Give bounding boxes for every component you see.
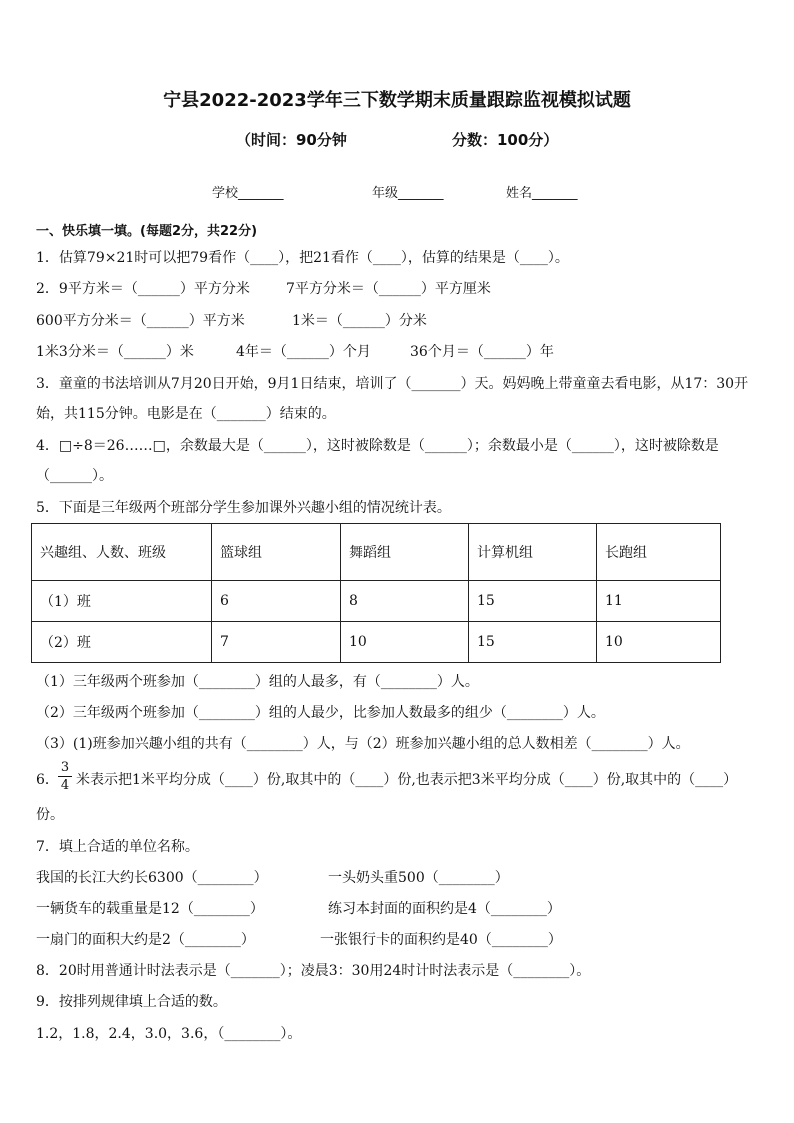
question-7f: 一张银行卡的面积约是40（________） [320,932,562,948]
table-header-cell: 舞蹈组 [341,524,469,581]
fraction [58,760,72,793]
question-2g: 36个月＝（______）年 [410,344,554,360]
question-5: 5．下面是三年级两个班部分学生参加课外兴趣小组的情况统计表。 [36,500,451,516]
table-header-cell: 长跑组 [597,524,721,581]
question-3-line2: 始，共115分钟。电影是在（_______）结束的。 [36,406,336,422]
table-cell: 10 [341,622,469,663]
question-7d: 练习本封面的面积约是4（________） [328,901,561,917]
grade-field: 年级_______ [372,186,444,201]
table-cell: 6 [212,581,341,622]
table-cell: 15 [469,622,597,663]
table-cell: （1）班 [32,581,212,622]
table-cell: 11 [597,581,721,622]
question-4-line1: 4．□÷8＝26……□，余数最大是（______），这时被除数是（______）；余数最小是（______），这时被除数是 [36,438,719,454]
exam-time: （时间：90分钟 [236,131,347,149]
table-cell: （2）班 [32,622,212,663]
question-7e: 一扇门的面积大约是2（________） [36,932,255,948]
question-5-1: （1）三年级两个班参加（________）组的人最多，有（________）人。 [36,674,479,690]
table-cell: 7 [212,622,341,663]
fraction-bar [58,776,72,777]
fraction-numerator: 3 [60,760,70,775]
table-header-cell: 兴趣组、人数、班级 [32,524,212,581]
exam-title: 宁县2022-2023学年三下数学期末质量跟踪监视模拟试题 [163,90,631,111]
question-7: 7．填上合适的单位名称。 [36,839,199,855]
question-2e: 1米3分米＝（______）米 [36,344,194,360]
question-9: 9．按排列规律填上合适的数。 [36,994,227,1010]
question-9-sequence: 1.2，1.8，2.4，3.0，3.6，（________）。 [36,1026,302,1042]
question-8: 8．20时用普通计时法表示是（_______）；凌晨3：30用24时计时法表示是（________）。 [36,963,591,979]
fraction-denominator: 4 [60,778,70,793]
question-5-2: （2）三年级两个班参加（________）组的人最少，比参加人数最多的组少（________）人。 [36,705,605,721]
stats-table [31,523,721,663]
question-2c: 600平方分米＝（______）平方米 [36,313,245,329]
question-4-line2: （______）。 [36,468,113,484]
section-heading: 一、快乐填一填。(每题2分，共22分) [36,224,258,239]
table-header-cell: 计算机组 [469,524,597,581]
table-cell: 10 [597,622,721,663]
question-2b: 7平方分米＝（______）平方厘米 [286,281,491,297]
name-field: 姓名_______ [506,186,578,201]
exam-score: 分数：100分） [452,131,559,149]
question-7b: 一头奶头重500（________） [328,870,509,886]
table-header-row [32,524,721,581]
table-cell: 15 [469,581,597,622]
table-cell: 8 [341,581,469,622]
question-3-line1: 3．童童的书法培训从7月20日开始，9月1日结束，培训了（_______）天。妈妈晚上带童童去看电影，从17：30开 [36,376,749,392]
question-1: 1．估算79×21时可以把79看作（____），把21看作（____），估算的结果是（____）。 [36,250,569,266]
school-field: 学校_______ [212,186,284,201]
question-5-3: （3）(1)班参加兴趣小组的共有（________）人，与（2）班参加兴趣小组的总人数相差（________）人。 [36,736,690,752]
question-2d: 1米＝（______）分米 [292,313,427,329]
question-2f: 4年＝（______）个月 [236,344,371,360]
table-row [32,581,721,622]
table-row [32,622,721,663]
question-6-text: 米表示把1米平均分成（____）份,取其中的（____）份,也表示把3米平均分成（____）份,取其中的（____） [76,772,738,788]
question-7c: 一辆货车的载重量是12（________） [36,901,264,917]
table-header-cell: 篮球组 [212,524,341,581]
question-2a: 2．9平方米＝（______）平方分米 [36,281,250,297]
question-6-number: 6． [36,772,59,788]
question-6-tail: 份。 [36,807,64,823]
question-7a: 我国的长江大约长6300（________） [36,870,268,886]
